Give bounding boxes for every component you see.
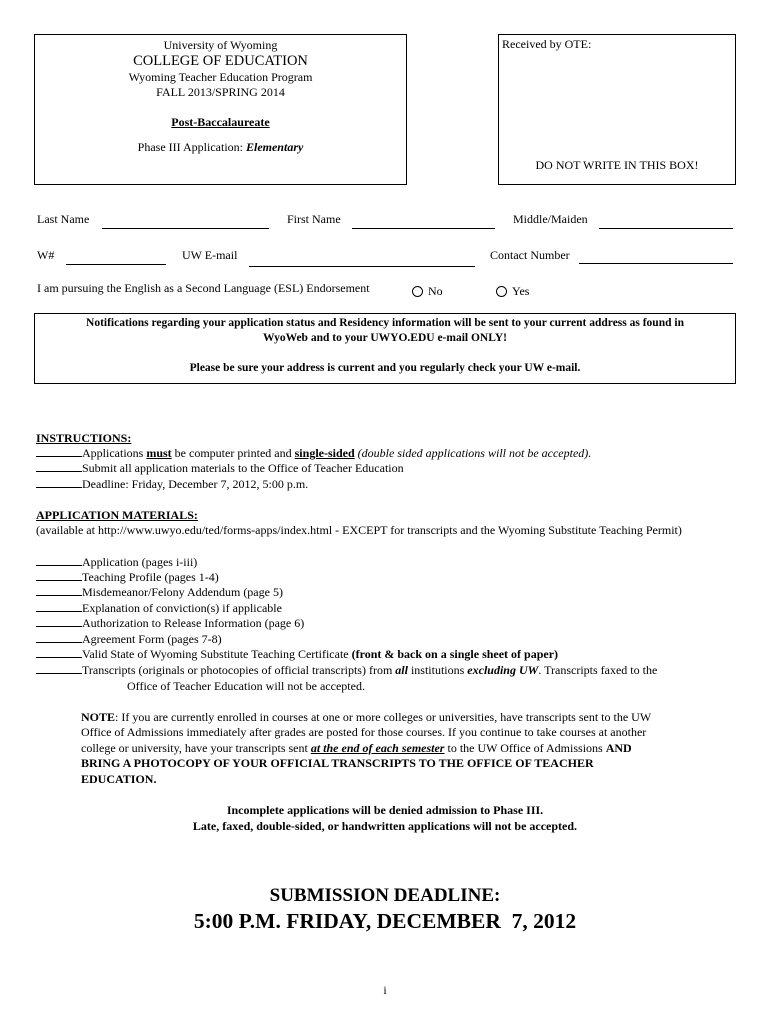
checkbox-line[interactable] xyxy=(36,663,82,674)
warning-late: Late, faxed, double-sided, or handwritten applications will not be accepted. xyxy=(192,819,578,833)
term: FALL 2013/SPRING 2014 xyxy=(156,85,285,99)
checkbox-line[interactable] xyxy=(36,616,82,627)
material-label: Misdemeanor/Felony Addendum (page 5) xyxy=(82,585,283,599)
material-item-certificate xyxy=(36,647,558,662)
contact-number-field[interactable] xyxy=(579,263,733,264)
deadline-datetime: 5:00 P.M. FRIDAY, DECEMBER 7, 2012 xyxy=(193,909,577,933)
material-item xyxy=(36,632,222,647)
instr1-must: must xyxy=(146,446,172,460)
page-number: i xyxy=(383,983,387,997)
material-item xyxy=(36,570,219,585)
material-item xyxy=(36,601,282,616)
college-name: COLLEGE OF EDUCATION xyxy=(133,53,308,69)
esl-yes-label: Yes xyxy=(512,284,530,298)
w-number-label: W# xyxy=(37,248,55,262)
checkbox-line[interactable] xyxy=(36,632,82,643)
checkbox-line[interactable] xyxy=(36,446,82,457)
instruction-item-3 xyxy=(36,477,308,492)
middle-maiden-field[interactable] xyxy=(599,228,733,229)
instr1-e: (double sided applications will not be accepted). xyxy=(354,446,592,460)
contact-number-label: Contact Number xyxy=(490,248,570,262)
phase-type: Elementary xyxy=(245,140,304,154)
instr2-text: Submit all application materials to the Office of Teacher Education xyxy=(82,461,404,475)
note3-and: AND xyxy=(605,741,632,755)
trans-excluding: excluding UW xyxy=(467,663,539,677)
note3-end-of-semester: at the end of each semester xyxy=(310,741,445,755)
instruction-item-2 xyxy=(36,461,404,476)
instr1-c: be computer printed and xyxy=(171,446,295,460)
materials-availability: (available at http://www.uwyo.edu/ted/forms-apps/index.html - EXCEPT for transcripts and the Wyoming Substitute Teaching Permit) xyxy=(36,523,682,537)
note-line-4: BRING A PHOTOCOPY OF YOUR OFFICIAL TRANSCRIPTS TO THE OFFICE OF TEACHER xyxy=(81,756,594,770)
materials-heading: APPLICATION MATERIALS: xyxy=(36,508,198,522)
last-name-field[interactable] xyxy=(102,228,269,229)
transcripts-continuation: Office of Teacher Education will not be accepted. xyxy=(127,679,365,693)
material-label: Agreement Form (pages 7-8) xyxy=(82,632,222,646)
material-label: Teaching Profile (pages 1-4) xyxy=(82,570,219,584)
last-name-label: Last Name xyxy=(37,212,90,226)
checkbox-line[interactable] xyxy=(36,477,82,488)
instruction-item-1 xyxy=(36,446,591,461)
uw-email-label: UW E-mail xyxy=(182,248,238,262)
material-item xyxy=(36,616,304,631)
note-line-1 xyxy=(81,710,651,725)
university-name: University of Wyoming xyxy=(163,38,278,52)
material-label: Explanation of conviction(s) if applicable xyxy=(82,601,282,615)
w-number-field[interactable] xyxy=(66,264,166,265)
notice-line-3: Please be sure your address is current and you regularly check your UW e-mail. xyxy=(189,362,581,374)
note-line-2: Office of Admissions immediately after grades are posted for those courses. If you continue to take courses at another xyxy=(81,725,647,739)
checkbox-line[interactable] xyxy=(36,647,82,658)
esl-yes-option[interactable] xyxy=(496,284,529,299)
material-item xyxy=(36,555,197,570)
office-use-box xyxy=(498,34,736,185)
trans-a: Transcripts (originals or photocopies of official transcripts) from xyxy=(82,663,396,677)
notice-line-1: Notifications regarding your application status and Residency information will be sent to your current address as found in xyxy=(86,317,684,329)
esl-no-label: No xyxy=(428,284,443,298)
note-line-3 xyxy=(81,741,632,756)
checkbox-line[interactable] xyxy=(36,570,82,581)
radio-no[interactable] xyxy=(412,286,423,297)
notice-line-2: WyoWeb and to your UWYO.EDU e-mail ONLY! xyxy=(263,332,507,344)
deadline-heading: SUBMISSION DEADLINE: xyxy=(269,885,501,906)
track: Post-Baccalaureate xyxy=(171,115,270,129)
first-name-label: First Name xyxy=(287,212,341,226)
warning-incomplete: Incomplete applications will be denied admission to Phase III. xyxy=(226,803,544,817)
do-not-write-note: DO NOT WRITE IN THIS BOX! xyxy=(535,158,699,172)
program-name: Wyoming Teacher Education Program xyxy=(128,70,313,84)
checkbox-line[interactable] xyxy=(36,461,82,472)
instr1-a: Applications xyxy=(82,446,147,460)
note-label: NOTE xyxy=(81,710,116,724)
material-label: Application (pages i-iii) xyxy=(82,555,198,569)
material-item xyxy=(36,585,283,600)
trans-c: institutions xyxy=(407,663,468,677)
radio-yes[interactable] xyxy=(496,286,507,297)
header-box xyxy=(34,34,407,185)
instr1-single-sided: single-sided xyxy=(294,446,355,460)
material-label: Authorization to Release Information (page 6) xyxy=(82,616,305,630)
note-line-5: EDUCATION. xyxy=(81,772,157,786)
phase-title xyxy=(35,140,406,155)
trans-all: all xyxy=(395,663,408,677)
esl-question: I am pursuing the English as a Second Language (ESL) Endorsement xyxy=(37,281,370,295)
notification-notice xyxy=(34,313,736,384)
middle-maiden-label: Middle/Maiden xyxy=(513,212,588,226)
uw-email-field[interactable] xyxy=(249,266,475,267)
phase-prefix: Phase III Application: xyxy=(137,140,246,154)
cert-note: (front & back on a single sheet of paper) xyxy=(351,647,559,661)
note3-a: college or university, have your transcripts sent xyxy=(81,741,311,755)
checkbox-line[interactable] xyxy=(36,585,82,596)
material-item-transcripts xyxy=(36,663,657,678)
checkbox-line[interactable] xyxy=(36,601,82,612)
instructions-heading: INSTRUCTIONS: xyxy=(36,431,132,445)
trans-e: . Transcripts faxed to the xyxy=(538,663,658,677)
instr3-text: Deadline: Friday, December 7, 2012, 5:00 p.m. xyxy=(82,477,309,491)
received-label: Received by OTE: xyxy=(502,37,592,51)
first-name-field[interactable] xyxy=(352,228,495,229)
cert-label: Valid State of Wyoming Substitute Teaching Certificate xyxy=(82,647,352,661)
checkbox-line[interactable] xyxy=(36,555,82,566)
note3-c: to the UW Office of Admissions xyxy=(444,741,606,755)
note-text-1: : If you are currently enrolled in courses at one or more colleges or universities, have transcripts sent to the UW xyxy=(115,710,652,724)
esl-no-option[interactable] xyxy=(412,284,443,299)
